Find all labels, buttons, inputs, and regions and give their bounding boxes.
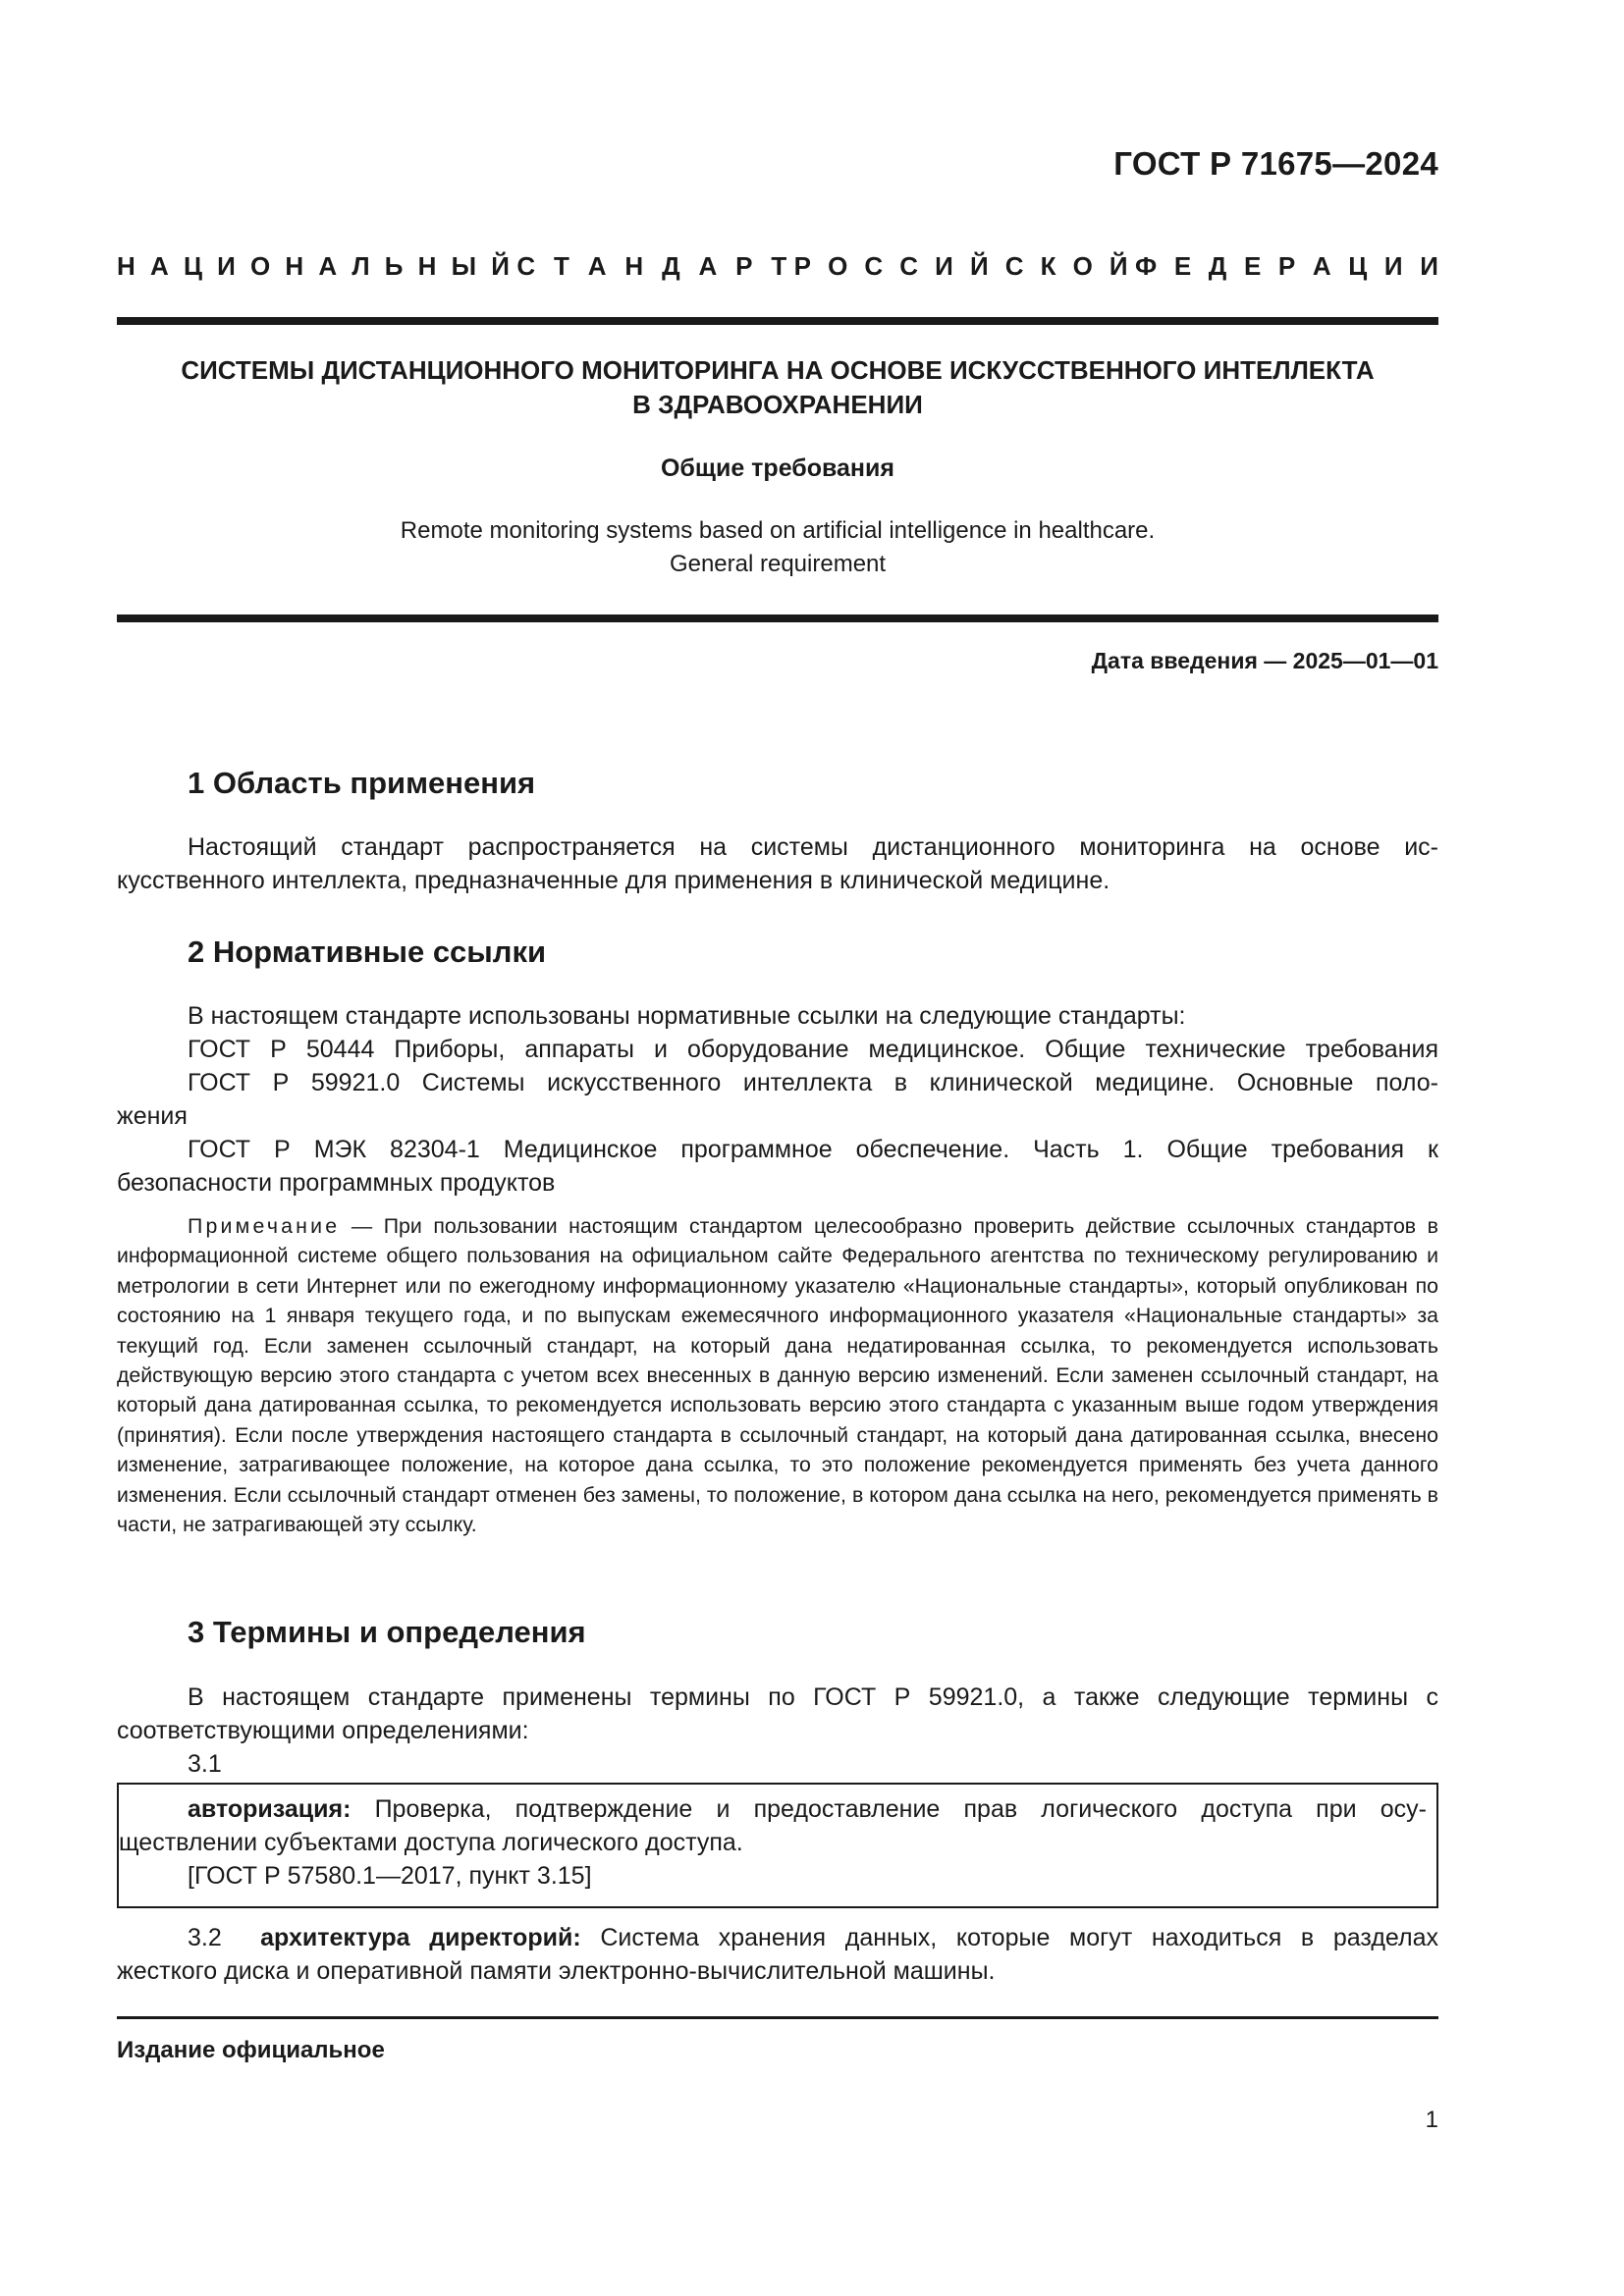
document-number: ГОСТ Р 71675—2024 [1113, 145, 1438, 182]
document-title-line-1: СИСТЕМЫ ДИСТАНЦИОННОГО МОНИТОРИНГА НА ОСНОВЕ ИСКУССТВЕННОГО ИНТЕЛЛЕКТА [181, 355, 1375, 385]
page-number: 1 [1425, 2107, 1438, 2133]
section-3-intro-line-2: соответствующими определениями: [117, 1717, 529, 1744]
national-title-word-3: Р О С С И Й С К О Й [793, 251, 1128, 281]
term-2-definition-part-1: Система хранения данных, которые могут находиться в разделах [580, 1924, 1438, 1951]
english-title-line-2: General requirement [669, 551, 887, 577]
term-2-name: архитектура директорий: [260, 1924, 581, 1951]
term-1-definition-part-1: Проверка, подтверждение и предоставление прав логического доступа при осу- [351, 1795, 1427, 1823]
term-1-source: [ГОСТ Р 57580.1—2017, пункт 3.15] [188, 1862, 592, 1890]
term-3-2-line-1 [188, 1921, 1438, 1954]
section-3-heading: 3 Термины и определения [188, 1615, 586, 1649]
term-1-line-1 [188, 1792, 1427, 1826]
section-3-intro-line-1: В настоящем стандарте применены термины по ГОСТ Р 59921.0, а также следующие термины с [188, 1683, 1438, 1711]
note-label: Примечание [188, 1214, 341, 1238]
section-2-heading: 2 Нормативные ссылки [188, 934, 547, 969]
top-divider [117, 317, 1438, 325]
section-1-text-line-1: Настоящий стандарт распространяется на системы дистанционного мониторинга на основе ис- [188, 833, 1438, 861]
term-definition-box [117, 1783, 1438, 1908]
national-title-word-4: Ф Е Д Е Р А Ц И И [1134, 251, 1438, 281]
document-title-line-2: В ЗДРАВООХРАНЕНИИ [632, 390, 923, 419]
reference-2-line-1: ГОСТ Р 59921.0 Системы искусственного интеллекта в клинической медицине. Основные поло- [188, 1069, 1438, 1096]
document-subtitle: Общие требования [660, 454, 894, 482]
section-2-intro: В настоящем стандарте использованы нормативные ссылки на следующие стандарты: [188, 1002, 1186, 1030]
reference-1: ГОСТ Р 50444 Приборы, аппараты и оборудование медицинское. Общие технические требования [188, 1036, 1438, 1063]
english-title-line-1: Remote monitoring systems based on artificial intelligence in healthcare. [400, 517, 1156, 544]
section-1-text-line-2: кусственного интеллекта, предназначенные для применения в клинической медицине. [117, 867, 1110, 894]
term-3-2-number: 3.2 [188, 1924, 222, 1951]
national-standard-title [117, 251, 1438, 282]
reference-3-line-1: ГОСТ Р МЭК 82304-1 Медицинское программное обеспечение. Часть 1. Общие требования к [188, 1136, 1438, 1163]
introduction-date: Дата введения — 2025—01—01 [1091, 648, 1438, 673]
section-1-heading: 1 Область применения [188, 766, 536, 800]
document-title [117, 353, 1438, 422]
term-2-definition-part-2: жесткого диска и оперативной памяти электронно-вычислительной машины. [117, 1957, 996, 1985]
footer-divider [117, 2016, 1438, 2019]
english-title [117, 514, 1438, 581]
official-edition-label: Издание официальное [117, 2037, 385, 2063]
national-title-word-1: Н А Ц И О Н А Л Ь Н Ы Й [117, 251, 510, 281]
references-note [117, 1211, 1438, 1539]
reference-3-line-2: безопасности программных продуктов [117, 1169, 556, 1197]
note-text: — При пользовании настоящим стандартом целесообразно проверить действие ссылочных стандартов в информационной системе общего пользования на официальном сайте Федерального агентства по техническому регулированию и метрологии в сети Интернет или по ежегодному информационному указателю «Национальные стандарты», который опубликован по состоянию на 1 января текущего года, и по выпускам ежемесячного информационного указателя «Национальные стандарты» за текущий год. Если заменен ссылочный стандарт, на который дана недатированная ссылка, то рекомендуется использовать действующую версию этого стандарта с учетом всех внесенных в данную версию изменений. Если заменен ссылочный стандарт, на который дана датированная ссылка, то рекомендуется использовать версию этого стандарта с указанным выше годом утверждения (принятия). Если после утверждения настоящего стандарта в ссылочный стандарт, на который дана датированная ссылка, внесено изменение, затрагивающее положение, на которое дана ссылка, то это положение рекомендуется применять без учета данного изменения. Если ссылочный стандарт отменен без замены, то положение, в котором дана ссылка на него, рекомендуется применять в части, не затрагивающей эту ссылку. [117, 1214, 1438, 1537]
reference-2-line-2: жения [117, 1102, 188, 1130]
term-1-definition-part-2: ществлении субъектами доступа логического доступа. [119, 1829, 743, 1856]
title-divider [117, 614, 1438, 622]
national-title-word-2: С Т А Н Д А Р Т [516, 251, 787, 281]
term-1-name: авторизация: [188, 1795, 352, 1823]
term-3-1-number: 3.1 [188, 1750, 222, 1778]
